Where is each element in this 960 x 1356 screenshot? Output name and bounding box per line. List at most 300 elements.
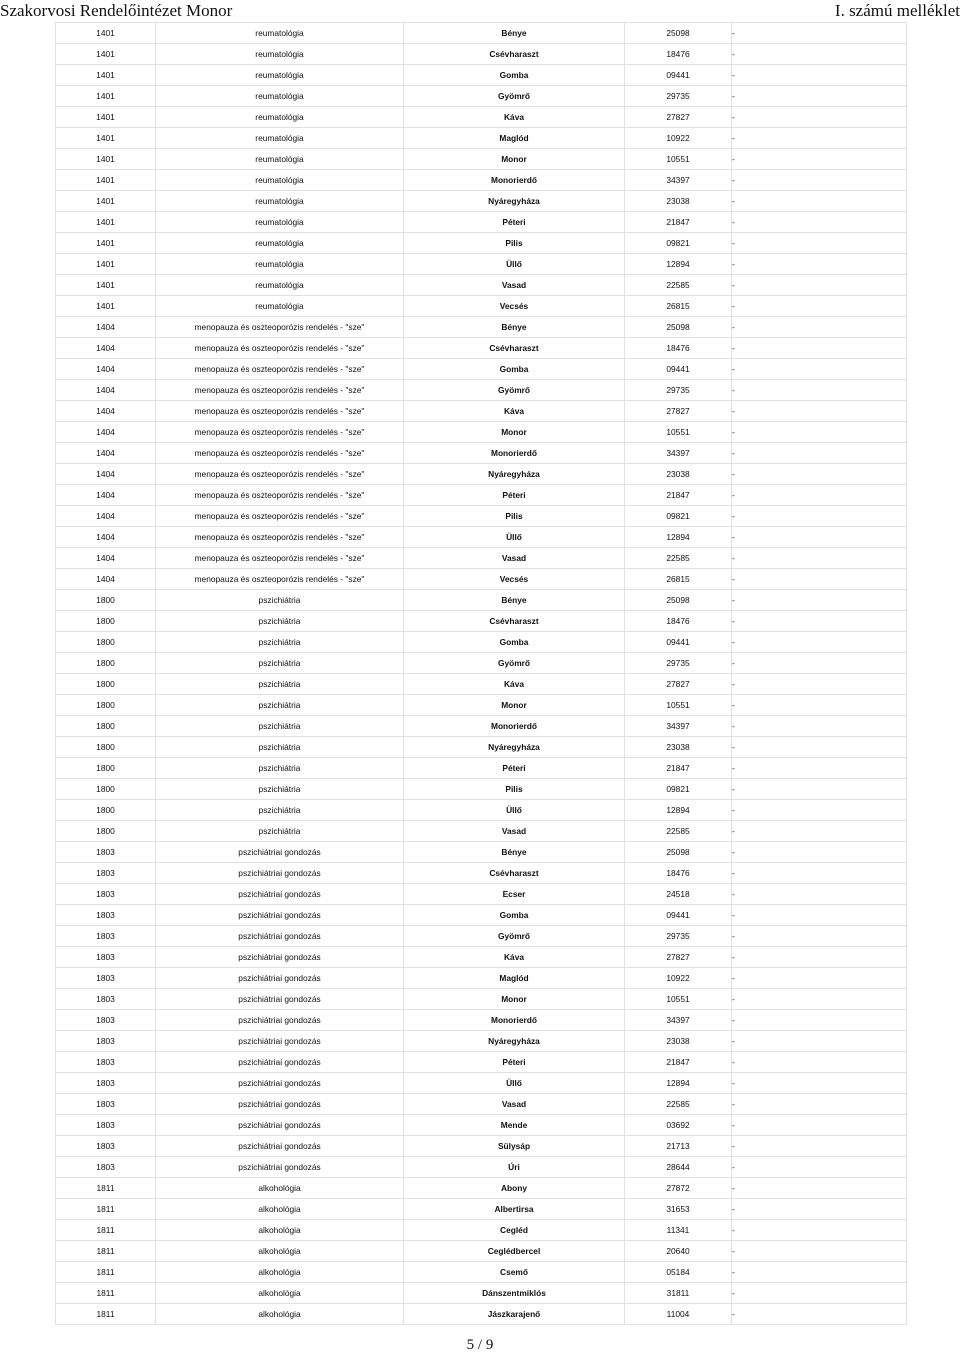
cell-note: - xyxy=(732,926,907,947)
cell-specialty: pszichiátria xyxy=(156,674,404,695)
cell-settlement: Ceglédbercel xyxy=(404,1241,625,1262)
table-row xyxy=(56,737,907,758)
cell-ksh-code: 10551 xyxy=(625,422,732,443)
cell-note: - xyxy=(732,863,907,884)
cell-code: 1401 xyxy=(56,254,156,275)
cell-specialty: reumatológia xyxy=(156,233,404,254)
cell-specialty: pszichiátriai gondozás xyxy=(156,1094,404,1115)
table-row xyxy=(56,107,907,128)
cell-settlement: Nyáregyháza xyxy=(404,464,625,485)
cell-code: 1800 xyxy=(56,779,156,800)
cell-settlement: Péteri xyxy=(404,1052,625,1073)
cell-code: 1401 xyxy=(56,170,156,191)
cell-code: 1803 xyxy=(56,1010,156,1031)
cell-note: - xyxy=(732,464,907,485)
cell-ksh-code: 34397 xyxy=(625,716,732,737)
cell-settlement: Csemő xyxy=(404,1262,625,1283)
cell-note: - xyxy=(732,1283,907,1304)
cell-specialty: pszichiátriai gondozás xyxy=(156,1115,404,1136)
cell-settlement: Ecser xyxy=(404,884,625,905)
cell-settlement: Pilis xyxy=(404,779,625,800)
cell-ksh-code: 09821 xyxy=(625,779,732,800)
cell-code: 1800 xyxy=(56,821,156,842)
cell-note: - xyxy=(732,44,907,65)
cell-code: 1401 xyxy=(56,65,156,86)
cell-specialty: reumatológia xyxy=(156,65,404,86)
cell-settlement: Gomba xyxy=(404,65,625,86)
cell-settlement: Káva xyxy=(404,107,625,128)
cell-code: 1803 xyxy=(56,926,156,947)
cell-note: - xyxy=(732,380,907,401)
cell-note: - xyxy=(732,611,907,632)
cell-specialty: pszichiátriai gondozás xyxy=(156,1136,404,1157)
cell-specialty: pszichiátria xyxy=(156,716,404,737)
cell-specialty: pszichiátria xyxy=(156,821,404,842)
cell-settlement: Gomba xyxy=(404,359,625,380)
table-row xyxy=(56,821,907,842)
cell-ksh-code: 12894 xyxy=(625,1073,732,1094)
cell-specialty: pszichiátria xyxy=(156,590,404,611)
cell-specialty: menopauza és oszteoporózis rendelés - "sze" xyxy=(156,485,404,506)
cell-settlement: Gyömrő xyxy=(404,653,625,674)
cell-code: 1803 xyxy=(56,947,156,968)
cell-code: 1803 xyxy=(56,1136,156,1157)
table-row xyxy=(56,128,907,149)
table-row xyxy=(56,527,907,548)
cell-ksh-code: 18476 xyxy=(625,611,732,632)
cell-note: - xyxy=(732,506,907,527)
cell-ksh-code: 34397 xyxy=(625,170,732,191)
cell-specialty: reumatológia xyxy=(156,191,404,212)
cell-note: - xyxy=(732,338,907,359)
cell-note: - xyxy=(732,107,907,128)
cell-settlement: Vecsés xyxy=(404,296,625,317)
cell-settlement: Üllő xyxy=(404,1073,625,1094)
cell-settlement: Monor xyxy=(404,149,625,170)
table-row xyxy=(56,296,907,317)
table-row xyxy=(56,1157,907,1178)
cell-ksh-code: 21847 xyxy=(625,485,732,506)
cell-code: 1401 xyxy=(56,128,156,149)
cell-settlement: Bénye xyxy=(404,590,625,611)
cell-note: - xyxy=(732,149,907,170)
cell-specialty: pszichiátriai gondozás xyxy=(156,926,404,947)
cell-code: 1404 xyxy=(56,506,156,527)
cell-code: 1803 xyxy=(56,1094,156,1115)
cell-settlement: Gomba xyxy=(404,905,625,926)
cell-settlement: Monor xyxy=(404,422,625,443)
cell-ksh-code: 29735 xyxy=(625,380,732,401)
table-row xyxy=(56,590,907,611)
cell-note: - xyxy=(732,968,907,989)
cell-specialty: menopauza és oszteoporózis rendelés - "sze" xyxy=(156,338,404,359)
cell-settlement: Monorierdő xyxy=(404,170,625,191)
cell-settlement: Vasad xyxy=(404,821,625,842)
cell-note: - xyxy=(732,548,907,569)
cell-code: 1404 xyxy=(56,422,156,443)
cell-ksh-code: 27872 xyxy=(625,1178,732,1199)
cell-code: 1401 xyxy=(56,296,156,317)
cell-ksh-code: 10922 xyxy=(625,128,732,149)
cell-ksh-code: 26815 xyxy=(625,296,732,317)
table-row xyxy=(56,1241,907,1262)
cell-ksh-code: 12894 xyxy=(625,254,732,275)
cell-ksh-code: 28644 xyxy=(625,1157,732,1178)
cell-code: 1404 xyxy=(56,401,156,422)
cell-ksh-code: 10551 xyxy=(625,149,732,170)
cell-note: - xyxy=(732,233,907,254)
cell-ksh-code: 22585 xyxy=(625,275,732,296)
table-row xyxy=(56,359,907,380)
cell-ksh-code: 27827 xyxy=(625,674,732,695)
cell-code: 1803 xyxy=(56,1052,156,1073)
cell-note: - xyxy=(732,170,907,191)
cell-code: 1803 xyxy=(56,1115,156,1136)
cell-specialty: alkohológia xyxy=(156,1262,404,1283)
table-row xyxy=(56,170,907,191)
cell-specialty: reumatológia xyxy=(156,296,404,317)
cell-settlement: Vecsés xyxy=(404,569,625,590)
cell-settlement: Albertirsa xyxy=(404,1199,625,1220)
cell-code: 1803 xyxy=(56,863,156,884)
table-row xyxy=(56,632,907,653)
data-table xyxy=(55,22,907,1325)
cell-settlement: Nyáregyháza xyxy=(404,191,625,212)
cell-ksh-code: 23038 xyxy=(625,464,732,485)
cell-code: 1404 xyxy=(56,527,156,548)
cell-note: - xyxy=(732,1262,907,1283)
cell-specialty: reumatológia xyxy=(156,254,404,275)
cell-code: 1401 xyxy=(56,275,156,296)
cell-note: - xyxy=(732,1178,907,1199)
cell-settlement: Bénye xyxy=(404,842,625,863)
cell-code: 1401 xyxy=(56,107,156,128)
cell-note: - xyxy=(732,1094,907,1115)
cell-specialty: pszichiátria xyxy=(156,695,404,716)
cell-settlement: Bénye xyxy=(404,317,625,338)
table-row xyxy=(56,44,907,65)
table-row xyxy=(56,779,907,800)
table-row xyxy=(56,695,907,716)
cell-code: 1811 xyxy=(56,1262,156,1283)
cell-ksh-code: 05184 xyxy=(625,1262,732,1283)
cell-ksh-code: 27827 xyxy=(625,401,732,422)
cell-specialty: pszichiátria xyxy=(156,611,404,632)
table-row xyxy=(56,86,907,107)
cell-code: 1401 xyxy=(56,212,156,233)
cell-ksh-code: 34397 xyxy=(625,443,732,464)
cell-settlement: Monor xyxy=(404,989,625,1010)
cell-note: - xyxy=(732,716,907,737)
cell-specialty: menopauza és oszteoporózis rendelés - "sze" xyxy=(156,569,404,590)
cell-specialty: menopauza és oszteoporózis rendelés - "sze" xyxy=(156,527,404,548)
table-row xyxy=(56,989,907,1010)
cell-ksh-code: 10551 xyxy=(625,989,732,1010)
table-row xyxy=(56,380,907,401)
page-header xyxy=(0,0,960,21)
cell-ksh-code: 20640 xyxy=(625,1241,732,1262)
cell-ksh-code: 18476 xyxy=(625,338,732,359)
cell-ksh-code: 23038 xyxy=(625,737,732,758)
table-row xyxy=(56,1052,907,1073)
cell-settlement: Gyömrő xyxy=(404,86,625,107)
cell-ksh-code: 09821 xyxy=(625,506,732,527)
cell-code: 1811 xyxy=(56,1283,156,1304)
table-row xyxy=(56,884,907,905)
cell-specialty: reumatológia xyxy=(156,212,404,233)
cell-specialty: pszichiátria xyxy=(156,800,404,821)
table-row xyxy=(56,275,907,296)
cell-settlement: Maglód xyxy=(404,128,625,149)
table-row xyxy=(56,905,907,926)
cell-ksh-code: 24518 xyxy=(625,884,732,905)
cell-ksh-code: 10551 xyxy=(625,695,732,716)
cell-code: 1404 xyxy=(56,443,156,464)
cell-settlement: Nyáregyháza xyxy=(404,1031,625,1052)
table-row xyxy=(56,1031,907,1052)
cell-ksh-code: 23038 xyxy=(625,191,732,212)
cell-note: - xyxy=(732,1304,907,1325)
cell-specialty: pszichiátriai gondozás xyxy=(156,1031,404,1052)
table-row xyxy=(56,1262,907,1283)
table-row xyxy=(56,254,907,275)
cell-specialty: pszichiátriai gondozás xyxy=(156,1073,404,1094)
table-row xyxy=(56,191,907,212)
cell-ksh-code: 27827 xyxy=(625,947,732,968)
cell-specialty: pszichiátria xyxy=(156,632,404,653)
table-row xyxy=(56,1073,907,1094)
cell-code: 1811 xyxy=(56,1220,156,1241)
cell-settlement: Csévharaszt xyxy=(404,611,625,632)
cell-specialty: reumatológia xyxy=(156,107,404,128)
cell-settlement: Üllő xyxy=(404,527,625,548)
cell-ksh-code: 18476 xyxy=(625,44,732,65)
cell-settlement: Péteri xyxy=(404,485,625,506)
cell-code: 1800 xyxy=(56,695,156,716)
cell-ksh-code: 09441 xyxy=(625,65,732,86)
cell-ksh-code: 11004 xyxy=(625,1304,732,1325)
cell-settlement: Káva xyxy=(404,947,625,968)
cell-specialty: alkohológia xyxy=(156,1241,404,1262)
cell-settlement: Monorierdő xyxy=(404,1010,625,1031)
cell-ksh-code: 09441 xyxy=(625,359,732,380)
cell-code: 1404 xyxy=(56,464,156,485)
cell-code: 1800 xyxy=(56,716,156,737)
cell-ksh-code: 09441 xyxy=(625,905,732,926)
cell-settlement: Csévharaszt xyxy=(404,338,625,359)
cell-ksh-code: 26815 xyxy=(625,569,732,590)
cell-code: 1800 xyxy=(56,611,156,632)
cell-settlement: Káva xyxy=(404,674,625,695)
table-row xyxy=(56,968,907,989)
table-row xyxy=(56,1010,907,1031)
cell-specialty: pszichiátria xyxy=(156,737,404,758)
cell-code: 1811 xyxy=(56,1304,156,1325)
cell-specialty: reumatológia xyxy=(156,86,404,107)
cell-note: - xyxy=(732,212,907,233)
cell-specialty: pszichiátria xyxy=(156,758,404,779)
cell-code: 1803 xyxy=(56,1157,156,1178)
cell-specialty: pszichiátriai gondozás xyxy=(156,989,404,1010)
cell-specialty: menopauza és oszteoporózis rendelés - "sze" xyxy=(156,380,404,401)
cell-settlement: Monorierdő xyxy=(404,716,625,737)
cell-note: - xyxy=(732,296,907,317)
table-row xyxy=(56,23,907,44)
cell-note: - xyxy=(732,632,907,653)
cell-note: - xyxy=(732,569,907,590)
table-row xyxy=(56,1304,907,1325)
cell-note: - xyxy=(732,1157,907,1178)
cell-specialty: pszichiátriai gondozás xyxy=(156,842,404,863)
table-row xyxy=(56,611,907,632)
table-row xyxy=(56,1283,907,1304)
cell-note: - xyxy=(732,905,907,926)
cell-specialty: menopauza és oszteoporózis rendelés - "sze" xyxy=(156,506,404,527)
cell-specialty: menopauza és oszteoporózis rendelés - "sze" xyxy=(156,422,404,443)
table-row xyxy=(56,1136,907,1157)
cell-specialty: menopauza és oszteoporózis rendelés - "sze" xyxy=(156,359,404,380)
cell-settlement: Abony xyxy=(404,1178,625,1199)
cell-note: - xyxy=(732,1136,907,1157)
table-row xyxy=(56,443,907,464)
annex-label: I. számú melléklet xyxy=(834,1,960,20)
cell-ksh-code: 29735 xyxy=(625,86,732,107)
cell-note: - xyxy=(732,947,907,968)
cell-settlement: Cegléd xyxy=(404,1220,625,1241)
cell-settlement: Csévharaszt xyxy=(404,44,625,65)
cell-ksh-code: 23038 xyxy=(625,1031,732,1052)
table-row xyxy=(56,317,907,338)
cell-specialty: alkohológia xyxy=(156,1199,404,1220)
cell-specialty: menopauza és oszteoporózis rendelés - "sze" xyxy=(156,464,404,485)
table-row xyxy=(56,401,907,422)
cell-note: - xyxy=(732,737,907,758)
cell-specialty: pszichiátriai gondozás xyxy=(156,1157,404,1178)
cell-code: 1803 xyxy=(56,905,156,926)
cell-note: - xyxy=(732,359,907,380)
cell-note: - xyxy=(732,401,907,422)
cell-note: - xyxy=(732,1241,907,1262)
cell-specialty: pszichiátria xyxy=(156,653,404,674)
cell-code: 1811 xyxy=(56,1199,156,1220)
cell-specialty: reumatológia xyxy=(156,23,404,44)
table-row xyxy=(56,569,907,590)
cell-specialty: reumatológia xyxy=(156,170,404,191)
cell-code: 1404 xyxy=(56,569,156,590)
cell-specialty: pszichiátriai gondozás xyxy=(156,1052,404,1073)
cell-specialty: pszichiátriai gondozás xyxy=(156,863,404,884)
cell-note: - xyxy=(732,1199,907,1220)
cell-code: 1404 xyxy=(56,380,156,401)
cell-specialty: menopauza és oszteoporózis rendelés - "sze" xyxy=(156,401,404,422)
cell-settlement: Úri xyxy=(404,1157,625,1178)
cell-code: 1404 xyxy=(56,548,156,569)
cell-ksh-code: 22585 xyxy=(625,1094,732,1115)
cell-specialty: reumatológia xyxy=(156,275,404,296)
cell-specialty: menopauza és oszteoporózis rendelés - "sze" xyxy=(156,548,404,569)
cell-code: 1811 xyxy=(56,1241,156,1262)
cell-code: 1800 xyxy=(56,758,156,779)
table-row xyxy=(56,716,907,737)
table-row xyxy=(56,338,907,359)
cell-specialty: reumatológia xyxy=(156,128,404,149)
cell-settlement: Pilis xyxy=(404,506,625,527)
cell-settlement: Káva xyxy=(404,401,625,422)
cell-settlement: Sülysáp xyxy=(404,1136,625,1157)
table-row xyxy=(56,149,907,170)
cell-note: - xyxy=(732,779,907,800)
cell-code: 1803 xyxy=(56,989,156,1010)
cell-settlement: Péteri xyxy=(404,212,625,233)
cell-settlement: Dánszentmiklós xyxy=(404,1283,625,1304)
cell-ksh-code: 31811 xyxy=(625,1283,732,1304)
cell-settlement: Maglód xyxy=(404,968,625,989)
cell-code: 1401 xyxy=(56,149,156,170)
cell-ksh-code: 25098 xyxy=(625,23,732,44)
cell-settlement: Gyömrő xyxy=(404,380,625,401)
table-row xyxy=(56,1199,907,1220)
cell-ksh-code: 21847 xyxy=(625,758,732,779)
table-row xyxy=(56,464,907,485)
cell-settlement: Gomba xyxy=(404,632,625,653)
table-row xyxy=(56,1115,907,1136)
cell-settlement: Jászkarajenő xyxy=(404,1304,625,1325)
cell-code: 1803 xyxy=(56,884,156,905)
cell-note: - xyxy=(732,65,907,86)
table-row xyxy=(56,758,907,779)
cell-settlement: Pilis xyxy=(404,233,625,254)
cell-note: - xyxy=(732,1073,907,1094)
cell-settlement: Gyömrő xyxy=(404,926,625,947)
cell-ksh-code: 21847 xyxy=(625,212,732,233)
cell-note: - xyxy=(732,527,907,548)
cell-ksh-code: 25098 xyxy=(625,317,732,338)
cell-ksh-code: 03692 xyxy=(625,1115,732,1136)
cell-code: 1401 xyxy=(56,23,156,44)
cell-specialty: pszichiátria xyxy=(156,779,404,800)
cell-code: 1401 xyxy=(56,86,156,107)
cell-settlement: Nyáregyháza xyxy=(404,737,625,758)
cell-code: 1800 xyxy=(56,653,156,674)
cell-settlement: Péteri xyxy=(404,758,625,779)
cell-ksh-code: 34397 xyxy=(625,1010,732,1031)
cell-specialty: pszichiátriai gondozás xyxy=(156,947,404,968)
cell-code: 1800 xyxy=(56,737,156,758)
table-row xyxy=(56,653,907,674)
cell-settlement: Üllő xyxy=(404,254,625,275)
cell-specialty: alkohológia xyxy=(156,1283,404,1304)
cell-note: - xyxy=(732,1220,907,1241)
table-row xyxy=(56,674,907,695)
table-row xyxy=(56,1220,907,1241)
cell-ksh-code: 12894 xyxy=(625,800,732,821)
cell-note: - xyxy=(732,590,907,611)
table-row xyxy=(56,1178,907,1199)
cell-note: - xyxy=(732,128,907,149)
cell-note: - xyxy=(732,842,907,863)
cell-settlement: Vasad xyxy=(404,548,625,569)
cell-specialty: reumatológia xyxy=(156,149,404,170)
cell-code: 1401 xyxy=(56,44,156,65)
cell-specialty: reumatológia xyxy=(156,44,404,65)
table-row xyxy=(56,422,907,443)
cell-specialty: alkohológia xyxy=(156,1304,404,1325)
cell-specialty: alkohológia xyxy=(156,1178,404,1199)
cell-code: 1811 xyxy=(56,1178,156,1199)
cell-ksh-code: 25098 xyxy=(625,590,732,611)
cell-settlement: Bénye xyxy=(404,23,625,44)
cell-note: - xyxy=(732,485,907,506)
